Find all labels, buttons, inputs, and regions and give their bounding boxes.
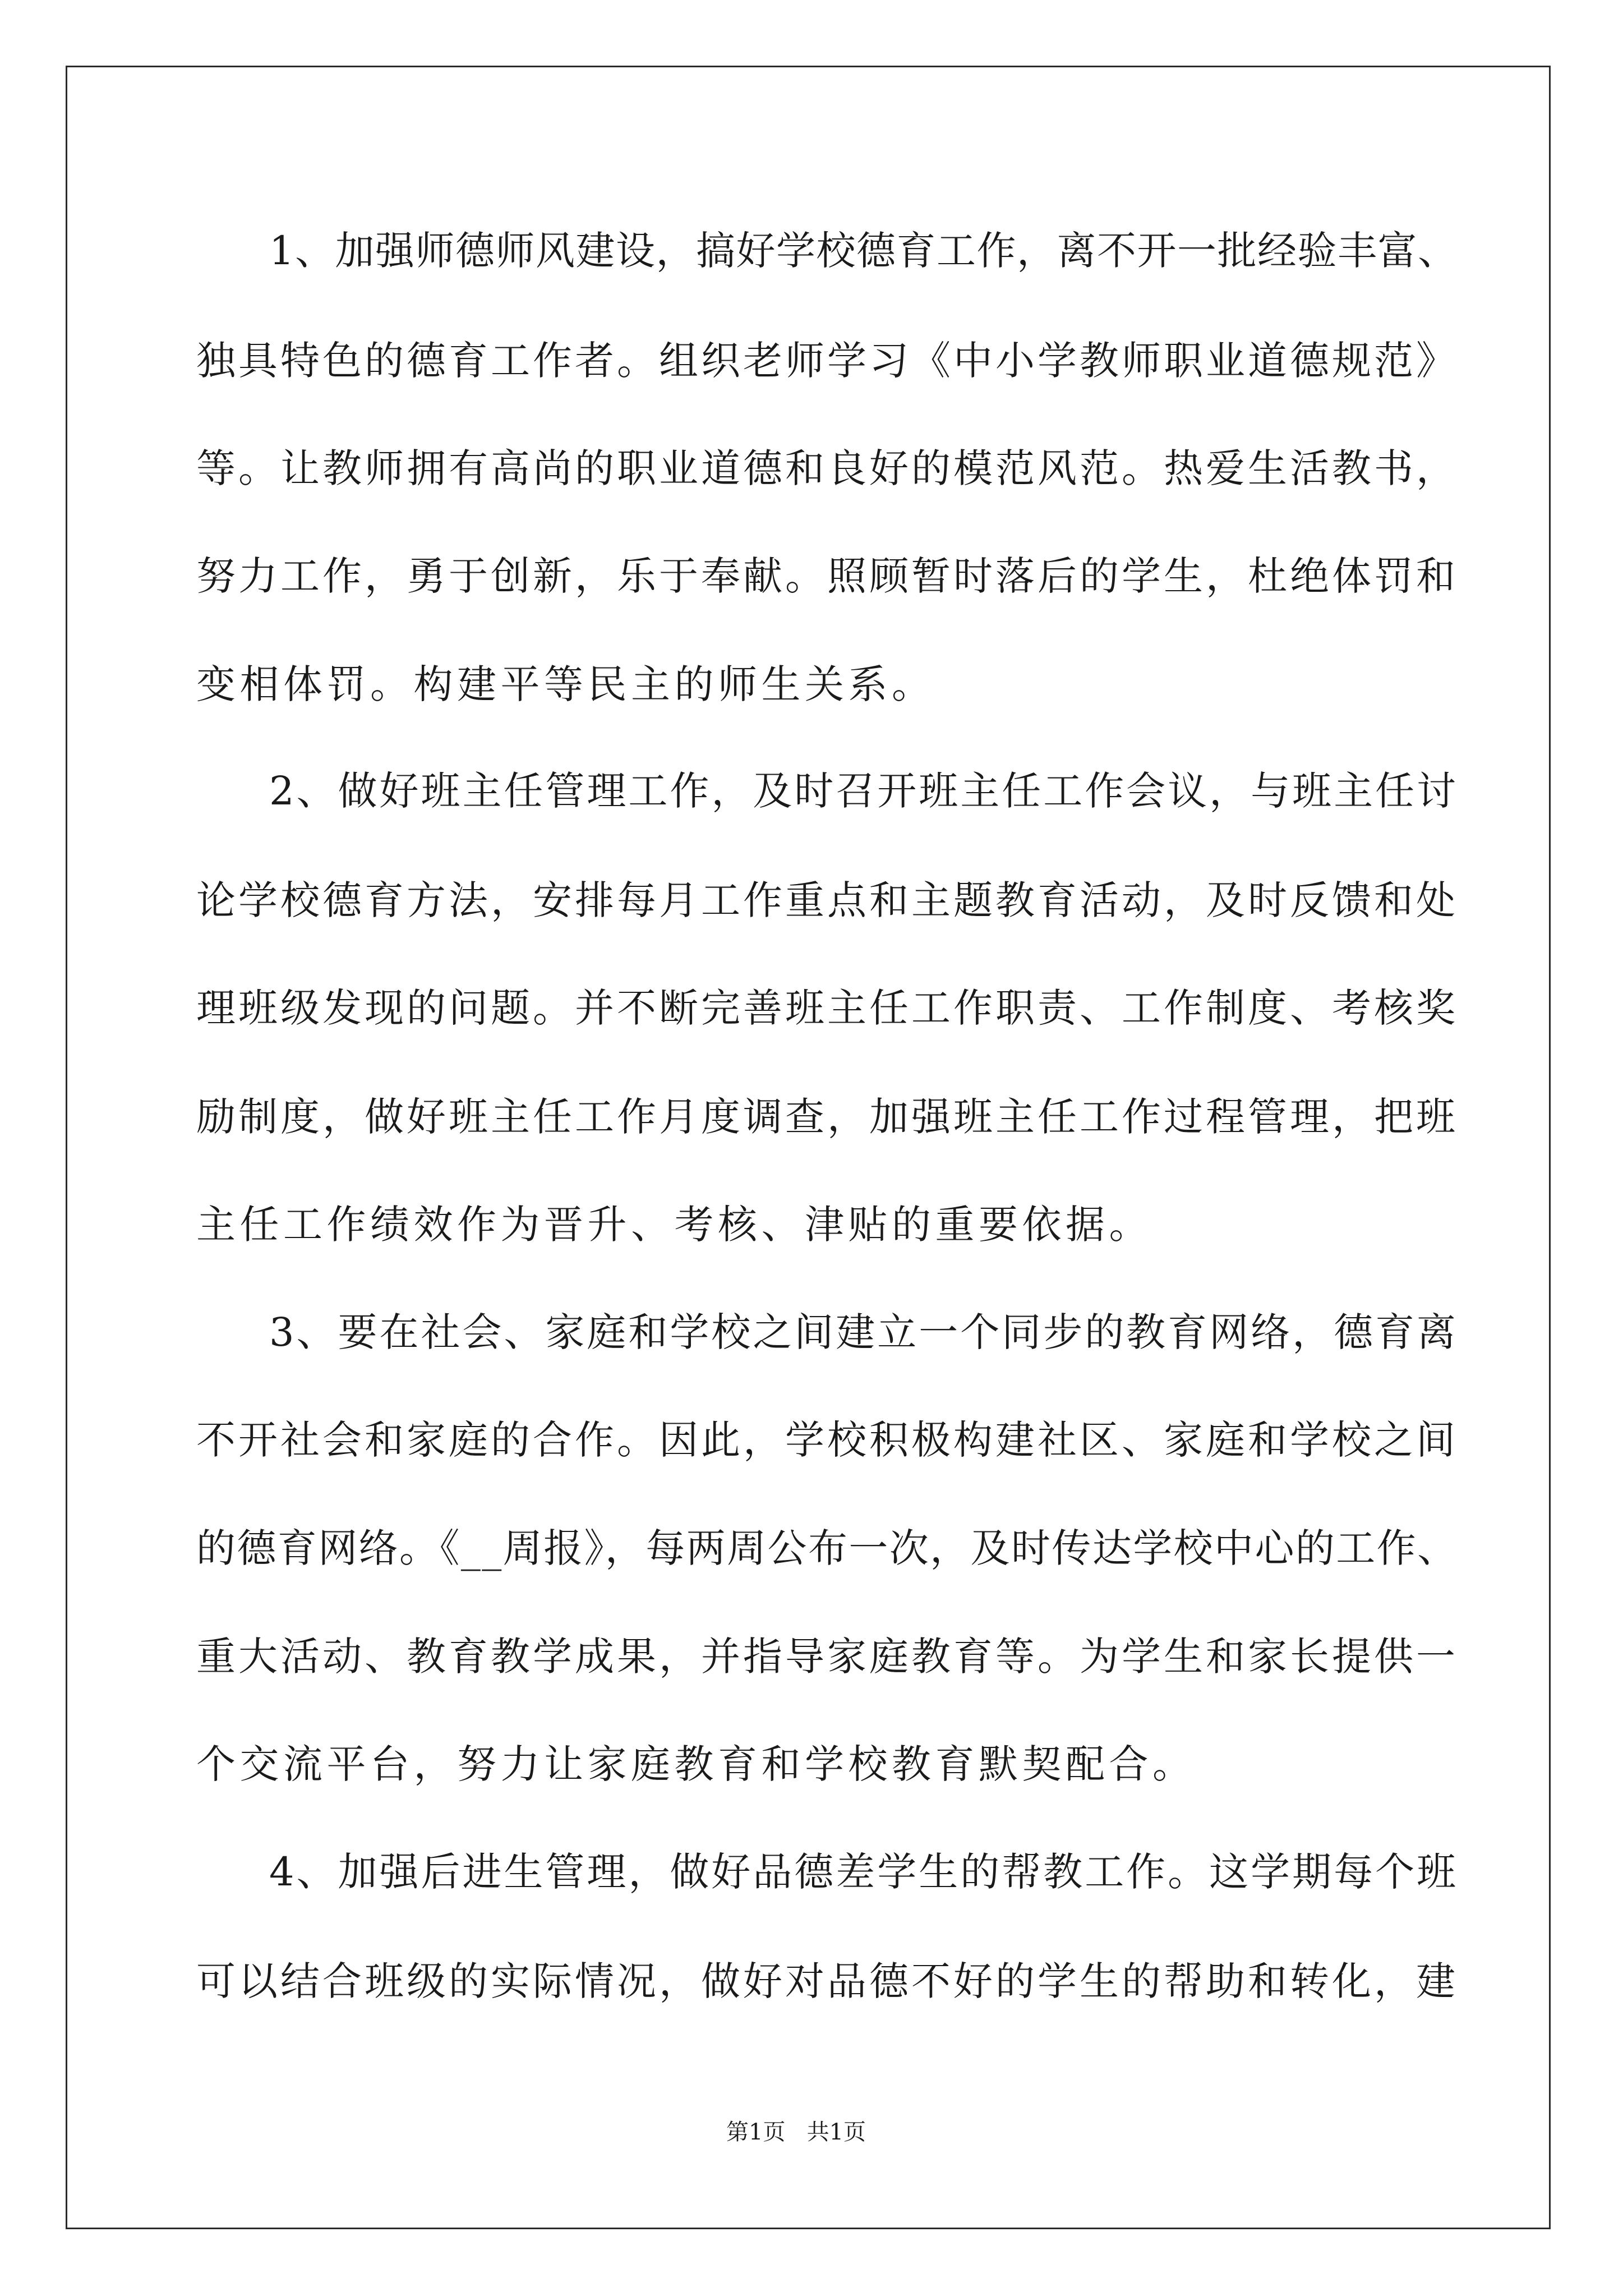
paragraph-2-line-3: 理班级发现的问题。并不断完善班主任工作职责、工作制度、考核奖 (196, 985, 1458, 1031)
paragraph-4-line-2: 可以结合班级的实际情况，做好对品德不好的学生的帮助和转化，建 (196, 1958, 1458, 2004)
paragraph-2-line-2: 论学校德育方法，安排每月工作重点和主题教育活动，及时反馈和处 (196, 877, 1458, 923)
paragraph-2-line-4: 励制度，做好班主任工作月度调查，加强班主任工作过程管理，把班 (196, 1094, 1458, 1140)
paragraph-3-line-5: 个交流平台，努力让家庭教育和学校教育默契配合。 (196, 1741, 1196, 1787)
paragraph-1-line-1: 1、加强师德师风建设，搞好学校德育工作，离不开一批经验丰富、 (269, 228, 1458, 274)
paragraph-1-line-2: 独具特色的德育工作者。组织老师学习《中小学教师职业道德规范》 (196, 338, 1458, 384)
paragraph-4-line-1: 4、加强后进生管理，做好品德差学生的帮教工作。这学期每个班 (269, 1849, 1459, 1895)
paragraph-3-line-1: 3、要在社会、家庭和学校之间建立一个同步的教育网络，德育离 (269, 1309, 1459, 1355)
paragraph-2-line-1: 2、做好班主任管理工作，及时召开班主任工作会议，与班主任讨 (269, 768, 1459, 814)
paragraph-3-line-3: 的德育网络。《__周报》，每两周公布一次，及时传达学校中心的工作、 (196, 1525, 1458, 1571)
paragraph-1-line-5: 变相体罚。构建平等民主的师生关系。 (196, 661, 935, 707)
paragraph-1-line-4: 努力工作，勇于创新，乐于奉献。照顾暂时落后的学生，杜绝体罚和 (196, 553, 1458, 599)
paragraph-1-line-3: 等。让教师拥有高尚的职业道德和良好的模范风范。热爱生活教书， (196, 445, 1458, 491)
page-border (66, 66, 1551, 2229)
page-number-footer: 第1页 共1页 (726, 2119, 866, 2145)
paragraph-2-line-5: 主任工作绩效作为晋升、考核、津贴的重要依据。 (196, 1202, 1152, 1248)
paragraph-3-line-2: 不开社会和家庭的合作。因此，学校积极构建社区、家庭和学校之间 (196, 1417, 1458, 1463)
paragraph-3-line-4: 重大活动、教育教学成果，并指导家庭教育等。为学生和家长提供一 (196, 1634, 1458, 1680)
